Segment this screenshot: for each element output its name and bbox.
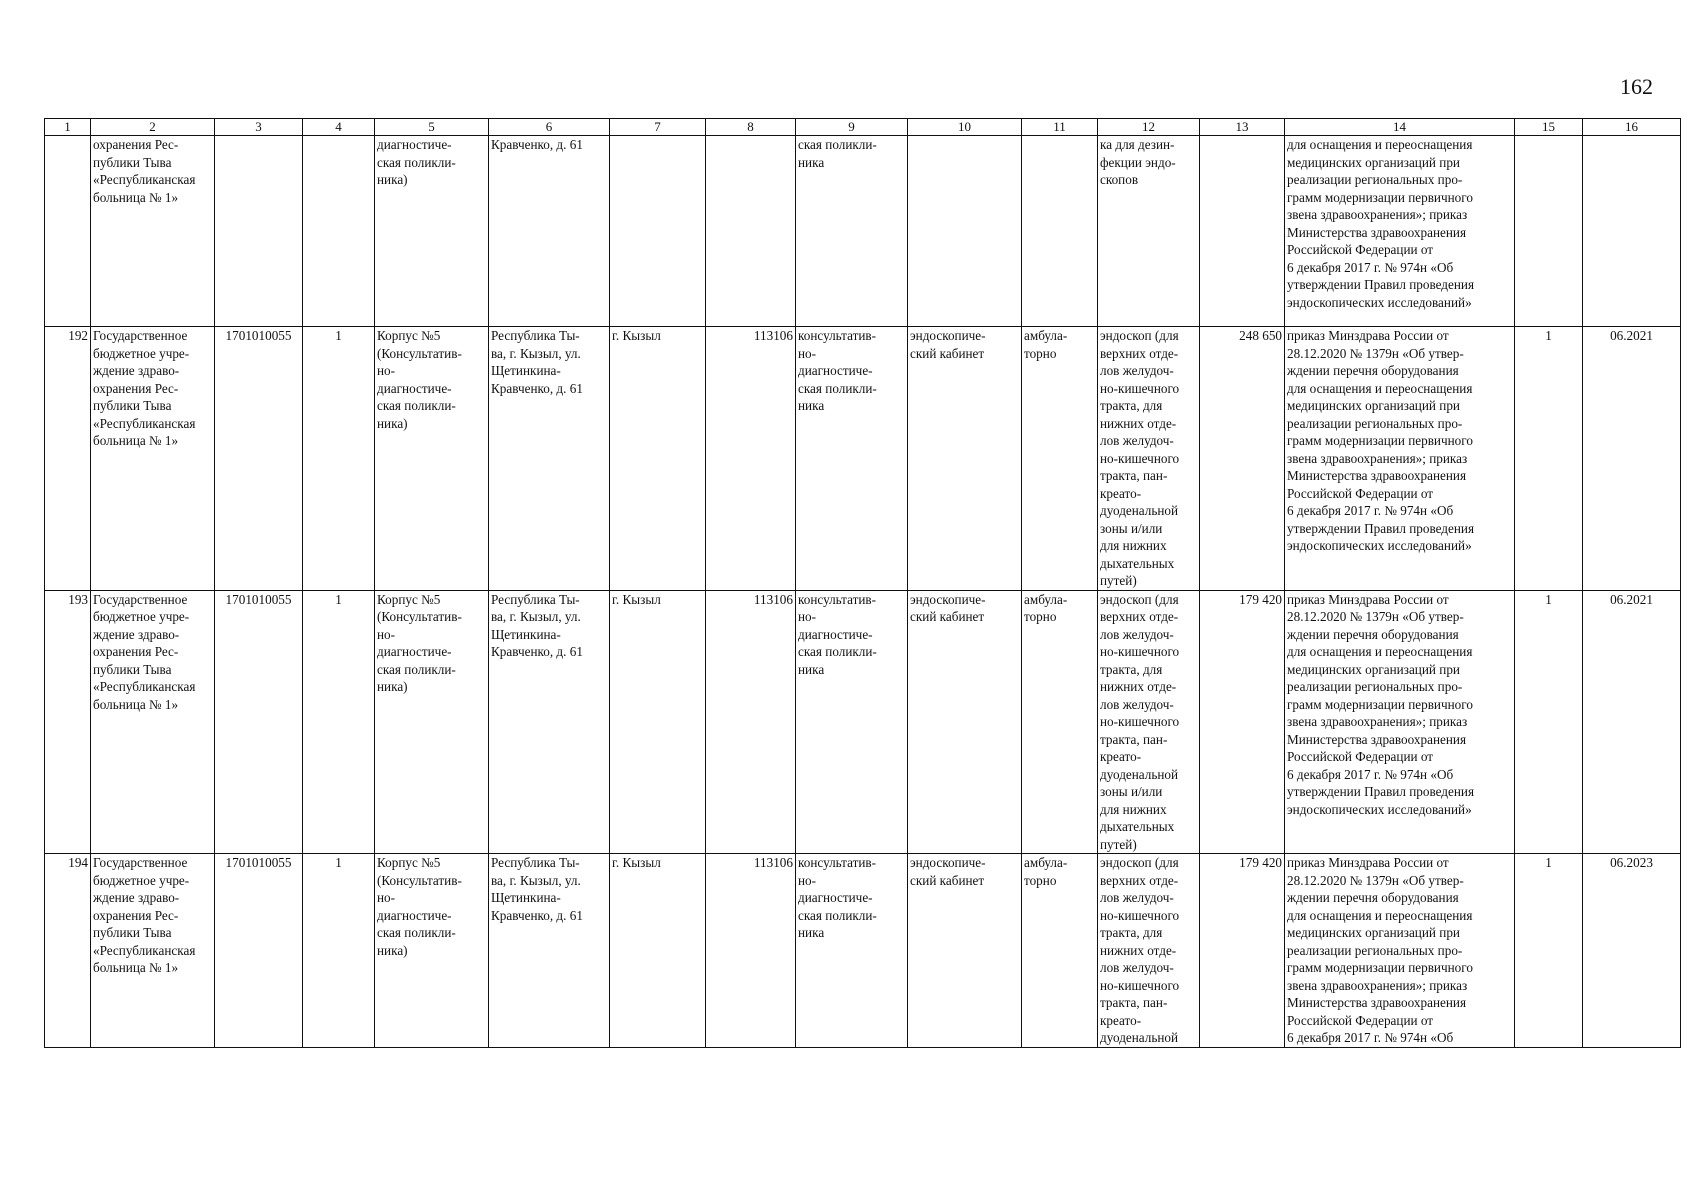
cell-text: приказ Минздрава России от 28.12.2020 № 1379н «Об утвер- ждении перечня оборудования для оснащения и переоснащения медицинских организаций при реализации региональных про- грамм модернизации первичного звена здравоохранения»; приказ Министерства здравоохранения Российской Федерации от 6 декабря 2017 г. № 974н «Об утверждении Правил проведения эндоскопических исследований» (1287, 591, 1475, 817)
column-header-1: 1 (45, 119, 91, 136)
table-cell-col-6 (489, 590, 610, 854)
table-cell-col-3 (215, 136, 303, 327)
table-cell-col-1 (45, 327, 91, 591)
cell-text: г. Кызыл (612, 591, 661, 607)
cell-text: диагностиче- ская поликли- ника) (377, 137, 456, 187)
table-cell-col-14 (1285, 590, 1515, 854)
table-cell-col-5 (375, 327, 489, 591)
cell-text: 179 420 (1239, 855, 1282, 870)
cell-text: приказ Минздрава России от 28.12.2020 № 1379н «Об утвер- ждении перечня оборудования для оснащения и переоснащения медицинских организаций при реализации региональных про- грамм модернизации первичного звена здравоохранения»; приказ Министерства здравоохранения Российской Федерации от 6 декабря 2017 г. № 974н «Об (1287, 855, 1473, 1045)
column-header-10: 10 (908, 119, 1022, 136)
table-cell-col-10 (908, 327, 1022, 591)
cell-text: охранения Рес- публики Тыва «Республиканская больница № 1» (93, 137, 196, 205)
cell-text: г. Кызыл (612, 855, 661, 870)
table-cell-col-8 (706, 590, 796, 854)
column-header-12: 12 (1098, 119, 1200, 136)
table-row (45, 590, 1681, 854)
table-cell-col-9 (796, 590, 908, 854)
table-cell-col-16 (1583, 854, 1681, 1048)
cell-text: эндоскоп (для верхних отде- лов желудоч- но-кишечного тракта, для нижних отде- лов желудоч- но-кишечного тракта, пан- креато- дуоденальной зоны и/или для нижних дыхательных путей) (1100, 591, 1180, 852)
table-cell-col-11 (1022, 136, 1098, 327)
table-cell-col-4 (303, 327, 375, 591)
cell-text: 1701010055 (225, 328, 292, 343)
table-cell-col-16 (1583, 590, 1681, 854)
table-cell-col-12 (1098, 854, 1200, 1048)
table-body (45, 136, 1681, 1048)
table-cell-col-16 (1583, 327, 1681, 591)
cell-text: Республика Ты- ва, г. Кызыл, ул. Щетинкина- Кравченко, д. 61 (491, 591, 583, 659)
table-cell-col-11 (1022, 590, 1098, 854)
table-cell-col-7 (610, 590, 706, 854)
cell-text: 179 420 (1239, 591, 1282, 607)
cell-text: эндоскопиче- ский кабинет (910, 855, 986, 888)
cell-text: г. Кызыл (612, 328, 661, 343)
table-cell-col-15 (1515, 327, 1583, 591)
table-cell-col-10 (908, 136, 1022, 327)
column-header-11: 11 (1022, 119, 1098, 136)
cell-text: для оснащения и переоснащения медицинских организаций при реализации региональных про- грамм модернизации первичного звена здравоохранения»; приказ Министерства здравоохранения Российской Федерации от 6 декабря 2017 г. № 974н «Об утверждении Правил проведения эндоскопических исследований» (1287, 137, 1475, 310)
table-cell-col-14 (1285, 136, 1515, 327)
table-cell-col-7 (610, 327, 706, 591)
cell-text: 1 (335, 855, 342, 870)
cell-text: 1 (335, 328, 342, 343)
cell-text: эндоскопиче- ский кабинет (910, 591, 986, 624)
cell-text: Кравченко, д. 61 (491, 137, 583, 152)
table-cell-col-14 (1285, 327, 1515, 591)
table-row (45, 327, 1681, 591)
table-cell-col-16 (1583, 136, 1681, 327)
column-header-2: 2 (91, 119, 215, 136)
cell-text: 192 (68, 328, 88, 343)
table-cell-col-13 (1200, 854, 1285, 1048)
cell-text: 1 (1545, 855, 1552, 870)
table-cell-col-4 (303, 136, 375, 327)
table-cell-col-2 (91, 136, 215, 327)
table-cell-col-8 (706, 854, 796, 1048)
equipment-table (44, 118, 1681, 1048)
cell-text: амбула- торно (1024, 855, 1068, 888)
table-cell-col-10 (908, 854, 1022, 1048)
cell-text: эндоскоп (для верхних отде- лов желудоч- но-кишечного тракта, для нижних отде- лов желудоч- но-кишечного тракта, пан- креато- дуоденальной зоны и/или для нижних дыхательных путей) (1100, 328, 1180, 588)
table-cell-col-15 (1515, 590, 1583, 854)
column-header-9: 9 (796, 119, 908, 136)
table-cell-col-7 (610, 854, 706, 1048)
cell-text: ка для дезин- фекции эндо- скопов (1100, 137, 1176, 187)
column-header-15: 15 (1515, 119, 1583, 136)
cell-text: 1701010055 (225, 855, 292, 870)
cell-text: 113106 (753, 855, 793, 870)
cell-text: Корпус №5 (Консультатив- но- диагностиче- ская поликли- ника) (377, 855, 462, 958)
cell-text: 1 (335, 591, 342, 607)
table-cell-col-4 (303, 590, 375, 854)
table-cell-col-9 (796, 136, 908, 327)
table-cell-col-2 (91, 854, 215, 1048)
table-cell-col-3 (215, 854, 303, 1048)
cell-text: Корпус №5 (Консультатив- но- диагностиче- ская поликли- ника) (377, 328, 462, 431)
table-cell-col-6 (489, 854, 610, 1048)
cell-text: консультатив- но- диагностиче- ская поликли- ника (798, 855, 877, 940)
table-cell-col-10 (908, 590, 1022, 854)
cell-text: 193 (68, 591, 88, 607)
cell-text: 06.2023 (1610, 855, 1653, 870)
table-cell-col-5 (375, 590, 489, 854)
cell-text: консультатив- но- диагностиче- ская поликли- ника (798, 328, 877, 413)
cell-text: Республика Ты- ва, г. Кызыл, ул. Щетинкина- Кравченко, д. 61 (491, 328, 583, 396)
cell-text: Корпус №5 (Консультатив- но- диагностиче- ская поликли- ника) (377, 591, 462, 694)
cell-text: амбула- торно (1024, 591, 1068, 624)
cell-text: 06.2021 (1610, 591, 1653, 607)
cell-text: эндоскоп (для верхних отде- лов желудоч- но-кишечного тракта, для нижних отде- лов желудоч- но-кишечного тракта, пан- креато- дуоденальной (1100, 855, 1180, 1045)
table-cell-col-6 (489, 327, 610, 591)
table-cell-col-1 (45, 590, 91, 854)
table-cell-col-6 (489, 136, 610, 327)
column-header-3: 3 (215, 119, 303, 136)
cell-text: 1 (1545, 591, 1552, 607)
table-cell-col-2 (91, 327, 215, 591)
table-cell-col-14 (1285, 854, 1515, 1048)
table-cell-col-9 (796, 854, 908, 1048)
cell-text: 06.2021 (1610, 328, 1653, 343)
table-cell-col-2 (91, 590, 215, 854)
table-cell-col-13 (1200, 590, 1285, 854)
cell-text: приказ Минздрава России от 28.12.2020 № 1379н «Об утвер- ждении перечня оборудования для оснащения и переоснащения медицинских организаций при реализации региональных про- грамм модернизации первичного звена здравоохранения»; приказ Министерства здравоохранения Российской Федерации от 6 декабря 2017 г. № 974н «Об утверждении Правил проведения эндоскопических исследований» (1287, 328, 1475, 553)
table-cell-col-8 (706, 327, 796, 591)
cell-text: 113106 (753, 591, 793, 607)
table-cell-col-3 (215, 327, 303, 591)
cell-text: 194 (68, 855, 88, 870)
table-cell-col-15 (1515, 854, 1583, 1048)
table-row (45, 136, 1681, 327)
column-header-5: 5 (375, 119, 489, 136)
document-table-container (44, 118, 1681, 1048)
cell-text: 248 650 (1239, 328, 1282, 343)
cell-text: Государственное бюджетное учре- ждение здраво- охранения Рес- публики Тыва «Республиканская больница № 1» (93, 328, 196, 448)
column-header-4: 4 (303, 119, 375, 136)
table-cell-col-1 (45, 136, 91, 327)
column-header-14: 14 (1285, 119, 1515, 136)
table-cell-col-8 (706, 136, 796, 327)
table-cell-col-3 (215, 590, 303, 854)
cell-text: 1701010055 (225, 591, 292, 607)
table-row (45, 854, 1681, 1048)
column-header-8: 8 (706, 119, 796, 136)
table-cell-col-11 (1022, 854, 1098, 1048)
table-cell-col-9 (796, 327, 908, 591)
column-header-6: 6 (489, 119, 610, 136)
cell-text: эндоскопиче- ский кабинет (910, 328, 986, 361)
table-cell-col-13 (1200, 136, 1285, 327)
cell-text: Государственное бюджетное учре- ждение здраво- охранения Рес- публики Тыва «Республиканская больница № 1» (93, 591, 196, 712)
cell-text: амбула- торно (1024, 328, 1068, 361)
table-cell-col-12 (1098, 327, 1200, 591)
table-cell-col-15 (1515, 136, 1583, 327)
table-cell-col-5 (375, 136, 489, 327)
table-cell-col-5 (375, 854, 489, 1048)
table-cell-col-1 (45, 854, 91, 1048)
cell-text: ская поликли- ника (798, 137, 877, 170)
cell-text: консультатив- но- диагностиче- ская поликли- ника (798, 591, 877, 677)
table-cell-col-4 (303, 854, 375, 1048)
table-cell-col-12 (1098, 136, 1200, 327)
cell-text: 1 (1545, 328, 1552, 343)
column-header-16: 16 (1583, 119, 1681, 136)
cell-text: Государственное бюджетное учре- ждение здраво- охранения Рес- публики Тыва «Республиканская больница № 1» (93, 855, 196, 975)
table-cell-col-11 (1022, 327, 1098, 591)
header-row (45, 119, 1681, 136)
cell-text: Республика Ты- ва, г. Кызыл, ул. Щетинкина- Кравченко, д. 61 (491, 855, 583, 923)
table-cell-col-7 (610, 136, 706, 327)
cell-text: 113106 (753, 328, 793, 343)
table-cell-col-12 (1098, 590, 1200, 854)
page-number: 162 (1620, 74, 1653, 99)
column-header-13: 13 (1200, 119, 1285, 136)
table-cell-col-13 (1200, 327, 1285, 591)
column-header-7: 7 (610, 119, 706, 136)
